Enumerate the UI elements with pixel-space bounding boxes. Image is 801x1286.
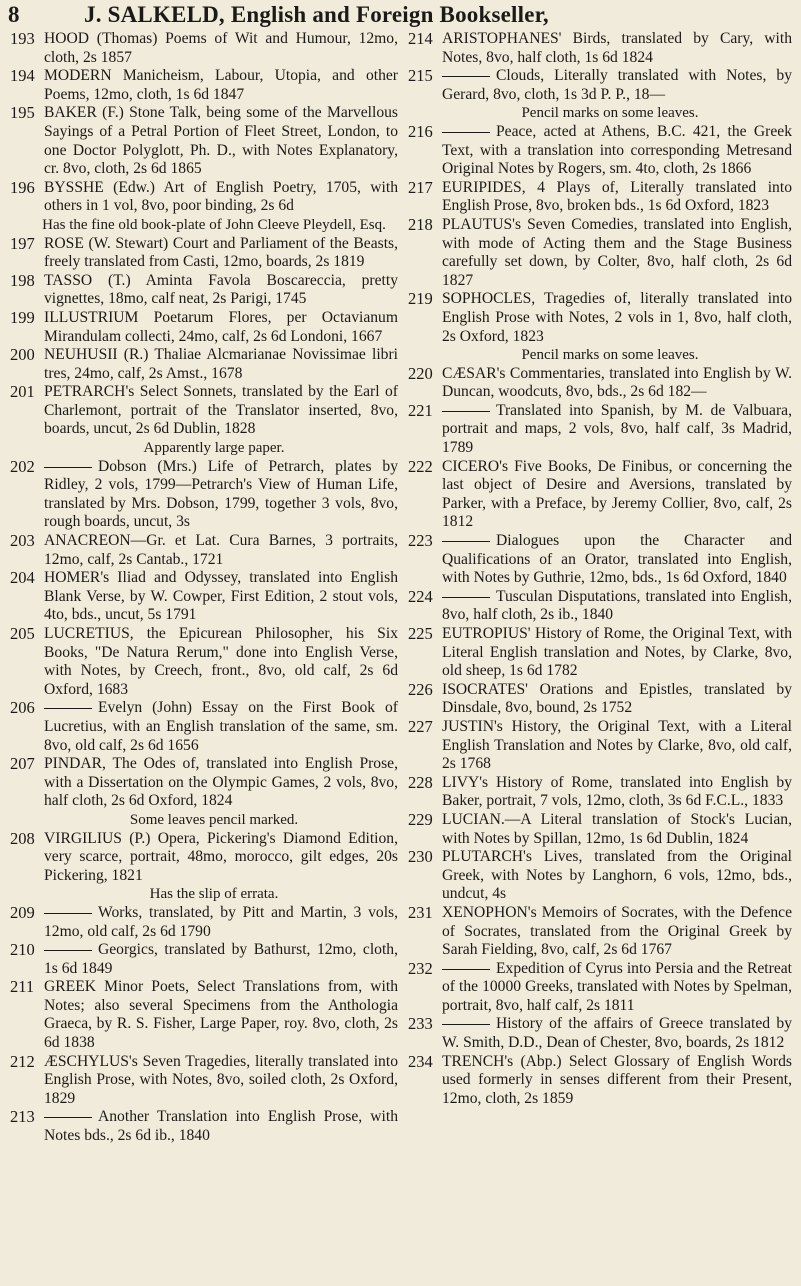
entry-text: History of the affairs of Greece translated by W. Smith, D.D., Dean of Chester, 8vo, boards, 2s 1812 — [442, 1015, 792, 1052]
entry-text: ISOCRATES' Orations and Epistles, translated by Dinsdale, 8vo, bound, 2s 1752 — [442, 680, 792, 717]
lot-number: 227 — [408, 716, 433, 736]
catalogue-entry — [10, 532, 398, 569]
catalogue-entry — [408, 848, 792, 904]
lot-number: 196 — [10, 177, 35, 197]
ditto-rule — [44, 1117, 92, 1118]
catalogue-entry — [408, 904, 792, 960]
catalogue-entry — [408, 179, 792, 216]
lot-number: 205 — [10, 624, 35, 643]
catalogue-entry — [408, 774, 792, 811]
catalogue-entry — [408, 365, 792, 402]
entry-text: Works, translated, by Pitt and Martin, 3 vols, 12mo, old calf, 2s 6d 1790 — [44, 903, 398, 940]
catalogue-note: Some leaves pencil marked. — [129, 811, 299, 828]
entry-text: ANACREON—Gr. et Lat. Cura Barnes, 3 portraits, 12mo, calf, 2s Cantab., 1721 — [44, 532, 398, 568]
entry-text: EUTROPIUS' History of Rome, the Original Text, with Literal English translation and Notes, by Clarke, 8vo, old sheep, 1s 6d 1782 — [442, 625, 792, 680]
lot-number: 228 — [408, 772, 433, 792]
left-column — [10, 30, 398, 1146]
lot-number: 197 — [10, 233, 35, 253]
catalogue-entry — [408, 588, 792, 625]
catalogue-note: Has the slip of errata. — [149, 886, 279, 903]
catalogue-entry — [10, 699, 398, 755]
lot-number: 199 — [10, 307, 35, 327]
lot-number: 225 — [408, 624, 433, 643]
entry-text: ÆSCHYLUS's Seven Tragedies, literally translated into English Prose, with Notes, 8vo, soiled cloth, 2s Oxford, 1829 — [44, 1052, 398, 1107]
catalogue-entry — [408, 216, 792, 290]
lot-number: 214 — [408, 29, 433, 48]
entry-text: Dialogues upon the Character and Qualifications of an Orator, translated into English, with Notes by Guthrie, 12mo, bds., 1s 6d Oxford, 1840 — [442, 532, 792, 587]
catalogue-entry — [408, 718, 792, 774]
entry-text: ARISTOPHANES' Birds, translated by Cary, with Notes, 8vo, half cloth, 1s 6d 1824 — [442, 30, 792, 66]
lot-number: 215 — [408, 66, 433, 86]
lot-number: 202 — [10, 456, 35, 476]
lot-number: 198 — [10, 270, 35, 290]
ditto-rule — [442, 969, 490, 970]
entry-text: CÆSAR's Commentaries, translated into English by W. Duncan, woodcuts, 8vo, bds., 2s 6d 182— — [442, 364, 792, 401]
lot-number: 207 — [10, 754, 35, 774]
entry-text: JUSTIN's History, the Original Text, with a Literal English Translation and Notes by Clarke, 8vo, old calf, 2s 1768 — [442, 717, 792, 773]
lot-number: 195 — [10, 103, 35, 123]
catalogue-entry — [10, 755, 398, 811]
ditto-rule — [442, 597, 490, 598]
lot-number: 213 — [10, 1107, 35, 1127]
entry-text: Another Translation into English Prose, with Notes bds., 2s 6d ib., 1840 — [44, 1108, 398, 1145]
catalogue-entry — [408, 123, 792, 179]
lot-number: 234 — [408, 1051, 433, 1071]
catalogue-entry — [10, 569, 398, 625]
lot-number: 217 — [408, 177, 433, 197]
lot-number: 204 — [10, 568, 35, 588]
lot-number: 222 — [408, 456, 433, 476]
entry-text: PLAUTUS's Seven Comedies, translated into English, with mode of Acting them and the Stage Business carefully set down, by Colter, 8vo, half cloth, 2s 6d 1827 — [442, 215, 792, 289]
catalogue-entry — [10, 458, 398, 532]
right-column — [408, 30, 792, 1108]
entry-text: LUCRETIUS, the Epicurean Philosopher, his Six Books, "De Natura Rerum," done into English Verse, with Notes, by Creech, front., 8vo, old calf, 2s 6d Oxford, 1683 — [44, 625, 398, 698]
lot-number: 224 — [408, 586, 433, 606]
catalogue-entry — [408, 811, 792, 848]
entry-text: XENOPHON's Memoirs of Socrates, with the Defence of Socrates, translated from the Original Greek by Sarah Fielding, 8vo, calf, 2s 6d 1767 — [442, 903, 792, 959]
ditto-rule — [44, 467, 92, 468]
catalogue-note: Apparently large paper. — [143, 440, 285, 457]
entry-text: Evelyn (John) Essay on the First Book of Lucretius, with an English translation of the same, sm. 8vo, old calf, 2s 6d 1656 — [44, 699, 398, 754]
lot-number: 211 — [10, 977, 35, 997]
lot-number: 201 — [10, 382, 35, 402]
entry-text: Dobson (Mrs.) Life of Petrarch, plates by Ridley, 2 vols, 1799—Petrarch's View of Human Life, translated by Mrs. Dobson, 1799, together 3 vols, 8vo, rough boards, uncut, 3s — [44, 457, 398, 531]
catalogue-entry — [10, 904, 398, 941]
entry-text: Peace, acted at Athens, B.C. 421, the Greek Text, with a translation into corresponding Metresand Original Notes by Rogers, sm. 4to, cloth, 2s 1866 — [442, 122, 792, 178]
lot-number: 219 — [408, 289, 433, 309]
entry-text: LIVY's History of Rome, translated into English by Baker, portrait, 7 vols, 12mo, cloth, 3s 6d F.C.L., 1833 — [442, 773, 792, 810]
entry-text: GREEK Minor Poets, Select Translations from, with Notes; also several Specimens from the Anthologia Graeca, by R. S. Fisher, Large Paper, roy. 8vo, cloth, 2s 6d 1838 — [44, 978, 398, 1052]
catalogue-entry — [10, 272, 398, 309]
lot-number: 220 — [408, 363, 433, 383]
entry-text: Translated into Spanish, by M. de Valbuara, portrait and maps, 2 vols, 8vo, half calf, 3s Madrid, 1789 — [442, 401, 792, 457]
catalogue-entry — [10, 309, 398, 346]
lot-number: 200 — [10, 345, 35, 365]
entry-text: HOOD (Thomas) Poems of Wit and Humour, 12mo, cloth, 2s 1857 — [44, 30, 398, 66]
ditto-rule — [442, 76, 490, 77]
entry-text: Tusculan Disputations, translated into English, 8vo, half cloth, 2s ib., 1840 — [442, 587, 792, 624]
lot-number: 232 — [408, 958, 433, 978]
lot-number: 218 — [408, 214, 433, 234]
lot-number: 231 — [408, 902, 433, 922]
catalogue-entry — [10, 235, 398, 272]
catalogue-entry — [10, 1108, 398, 1145]
lot-number: 203 — [10, 531, 35, 551]
lot-number: 208 — [10, 828, 35, 848]
lot-number: 210 — [10, 940, 35, 960]
entry-text: VIRGILIUS (P.) Opera, Pickering's Diamond Edition, very scarce, portrait, 48mo, morocco, gilt edges, 20s Pickering, 1821 — [44, 829, 398, 884]
catalogue-entry — [408, 625, 792, 681]
lot-number: 193 — [10, 29, 35, 48]
lot-number: 194 — [10, 66, 35, 86]
ditto-rule — [44, 708, 92, 709]
catalogue-note: Has the fine old book-plate of John Cleeve Pleydell, Esq. — [42, 216, 386, 233]
catalogue-entry — [10, 104, 398, 178]
catalogue-entry — [408, 67, 792, 104]
entry-text: TASSO (T.) Aminta Favola Boscareccia, pretty vignettes, 18mo, calf neat, 2s Parigi, 1745 — [44, 271, 398, 308]
entry-text: EURIPIDES, 4 Plays of, Literally translated into English Prose, 8vo, broken bds., 1s 6d Oxford, 1823 — [442, 178, 792, 215]
catalogue-entry — [10, 1053, 398, 1109]
catalogue-entry — [10, 383, 398, 439]
bookseller-title: J. SALKELD, English and Foreign Bookseller, — [84, 2, 549, 27]
lot-number: 223 — [408, 531, 433, 551]
catalogue-entry — [408, 458, 792, 532]
entry-text: Expedition of Cyrus into Persia and the Retreat of the 10000 Greeks, translated with Notes by Spelman, portrait, 8vo, half calf, 2s 1811 — [442, 959, 792, 1014]
ditto-rule — [44, 913, 92, 914]
entry-text: MODERN Manicheism, Labour, Utopia, and other Poems, 12mo, cloth, 1s 6d 1847 — [44, 67, 398, 103]
entry-text: PLUTARCH's Lives, translated from the Original Greek, with Notes by Langhorn, 6 vols, 12mo, bds., undcut, 4s — [442, 848, 792, 903]
lot-number: 233 — [408, 1014, 433, 1034]
entry-text: Georgics, translated by Bathurst, 12mo, cloth, 1s 6d 1849 — [44, 941, 398, 977]
entry-text: Clouds, Literally translated with Notes, by Gerard, 8vo, cloth, 1s 3d P. P., 18— — [442, 67, 792, 103]
ditto-rule — [442, 411, 490, 412]
catalogue-entry — [408, 290, 792, 346]
catalogue-entry — [10, 625, 398, 699]
entry-text: PINDAR, The Odes of, translated into English Prose, with a Dissertation on the Olympic Games, 2 vols, 8vo, half cloth, 2s 6d Oxford, 1824 — [44, 755, 398, 810]
entry-text: NEUHUSII (R.) Thaliae Alcmarianae Novissimae libri tres, 24mo, calf, 2s Amst., 1678 — [44, 346, 398, 382]
entry-text: ILLUSTRIUM Poetarum Flores, per Octavianum Mirandulam collecti, 24mo, calf, 2s 6d Londoni, 1667 — [44, 308, 398, 345]
catalogue-entry — [408, 402, 792, 458]
catalogue-entry — [10, 978, 398, 1052]
catalogue-entry — [408, 681, 792, 718]
catalogue-entry — [10, 346, 398, 383]
catalogue-entry — [10, 179, 398, 216]
lot-number: 221 — [408, 400, 433, 420]
catalogue-entry — [10, 30, 398, 67]
entry-text: SOPHOCLES, Tragedies of, literally translated into English Prose with Notes, 2 vols in 1, 8vo, half cloth, 2s Oxford, 1823 — [442, 290, 792, 345]
entry-text: BYSSHE (Edw.) Art of English Poetry, 1705, with others in 1 vol, 8vo, poor binding, 2s 6d — [44, 178, 398, 215]
entry-text: LUCIAN.—A Literal translation of Stock's Lucian, with Notes by Spillan, 12mo, 1s 6d Dublin, 1824 — [442, 810, 792, 847]
ditto-rule — [442, 1024, 490, 1025]
catalogue-entry — [10, 941, 398, 978]
catalogue-entry — [408, 1015, 792, 1052]
lot-number: 206 — [10, 698, 35, 718]
catalogue-entry — [408, 960, 792, 1016]
ditto-rule — [442, 541, 490, 542]
ditto-rule — [442, 132, 490, 133]
ditto-rule — [44, 950, 92, 951]
lot-number: 226 — [408, 679, 433, 699]
lot-number: 216 — [408, 121, 433, 141]
entry-text: TRENCH's (Abp.) Select Glossary of English Words used formerly in senses different from their Present, 12mo, cloth, 2s 1859 — [442, 1052, 792, 1107]
catalogue-entry — [408, 1053, 792, 1109]
entry-text: PETRARCH's Select Sonnets, translated by the Earl of Charlemont, portrait of the Translator inserted, 8vo, boards, uncut, 2s 6d Dublin, 1828 — [44, 383, 398, 438]
entry-text: BAKER (F.) Stone Talk, being some of the Marvellous Sayings of a Petral Portion of Fleet Street, London, to one Doctor Polyglott, Ph. D., with Notes Explanatory, cr. 8vo, cloth, 2s 6d 1865 — [44, 104, 398, 178]
page-header — [0, 0, 801, 30]
catalogue-entry — [10, 67, 398, 104]
lot-number: 212 — [10, 1051, 35, 1071]
catalogue-entry — [10, 830, 398, 886]
lot-number: 230 — [408, 847, 433, 867]
page-number: 8 — [8, 2, 20, 27]
catalogue-entry — [408, 532, 792, 588]
catalogue-entry — [408, 30, 792, 67]
entry-text: CICERO's Five Books, De Finibus, or concerning the last object of Desire and Aversions, translated by Parker, with a Preface, by Jeremy Collier, 8vo, calf, 2s 1812 — [442, 457, 792, 531]
lot-number: 229 — [408, 809, 433, 829]
entry-text: ROSE (W. Stewart) Court and Parliament of the Beasts, freely translated from Casti, 12mo, boards, 2s 1819 — [44, 234, 398, 271]
catalogue-note: Pencil marks on some leaves. — [521, 105, 699, 122]
lot-number: 209 — [10, 902, 35, 922]
entry-text: HOMER's Iliad and Odyssey, translated into English Blank Verse, by W. Cowper, First Edition, 2 stout vols, 4to, bds., uncut, 5s 1791 — [44, 569, 398, 624]
catalogue-note: Pencil marks on some leaves. — [521, 347, 699, 364]
